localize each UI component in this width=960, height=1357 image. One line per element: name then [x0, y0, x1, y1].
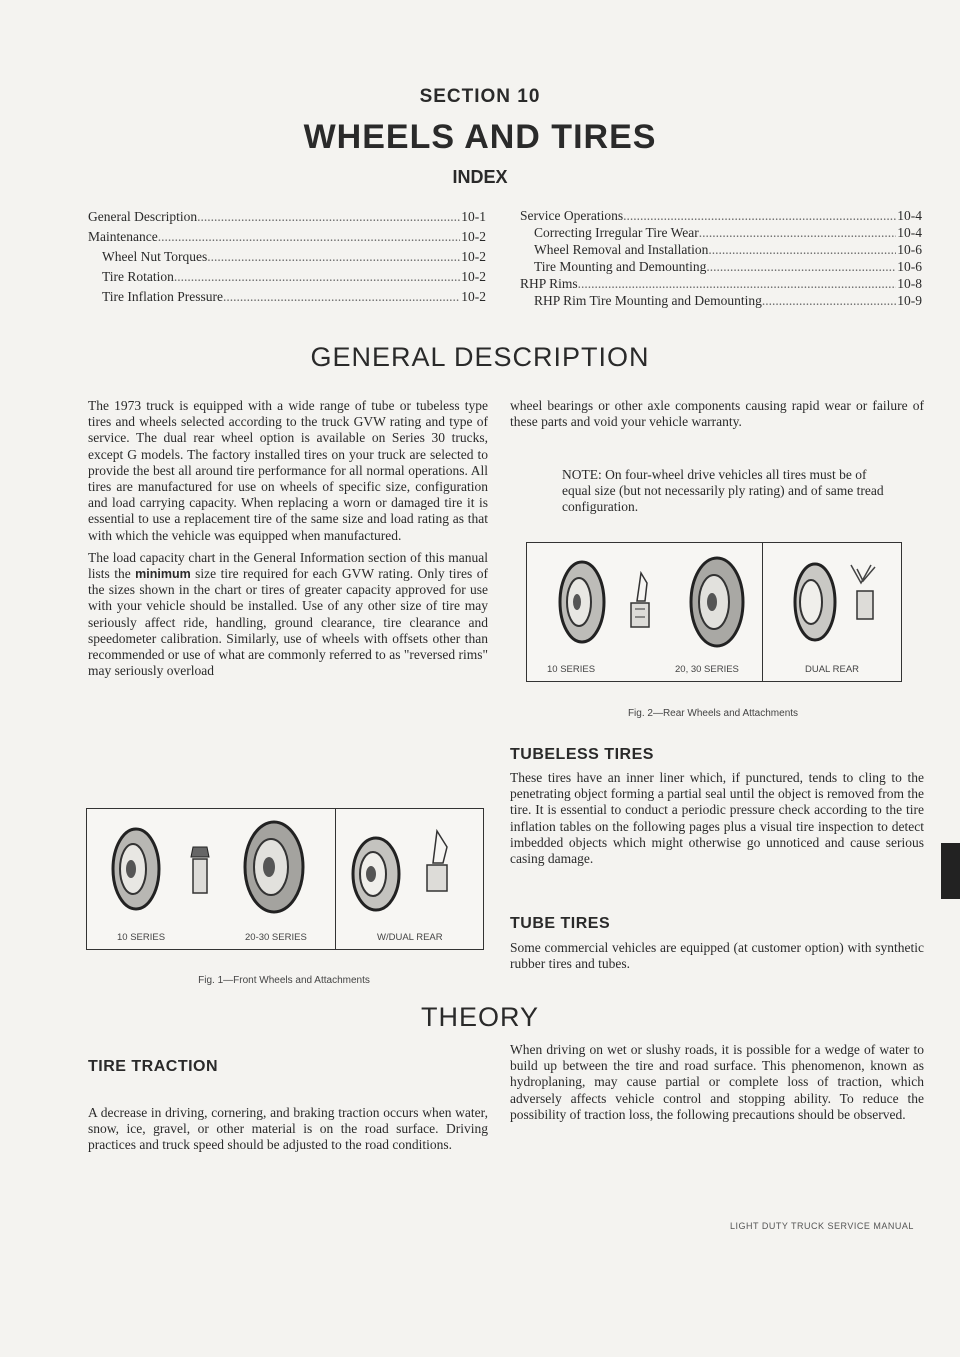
tire-traction-text: A decrease in driving, cornering, and braking traction occurs when water, snow, ice, gravel, or other material is on the road surface. Driving practices and truck speed should be adjusted to the road conditions. [88, 1105, 488, 1153]
fig1-label-10: 10 SERIES [117, 932, 166, 943]
index-heading: INDEX [452, 167, 508, 187]
toc-item[interactable]: Wheel Removal and Installation ..... 10-6 [520, 241, 922, 258]
theory-heading: THEORY [420, 1002, 540, 1032]
lug-nut-icon [625, 571, 655, 637]
general-right-text [510, 398, 924, 436]
page-title: WHEELS AND TIRES [303, 118, 657, 156]
figure-rear-wheels [526, 542, 902, 682]
hydroplaning-text: When driving on wet or slushy roads, it is possible for a wedge of water to build up between the tire and road surface. This phenomenon, known as hydroplaning, may cause partial or complete loss of traction, which adversely affects vehicle control and stopping ability. To reduce the possibility of traction loss, the following precautions should be observed. [510, 1042, 924, 1122]
paragraph: The load capacity chart in the General Information section of this manual lists the minimum size tire required for each GVW rating. Only tires of the sizes shown in the chart or tires of greater capacity approved for use with your vehicle should be installed. Use of any other size of tire may seriously affect ride, handling, ground clearance, tire clearance and speedometer calibration. Similarly, use of wheels with offsets other than recommended or use of what are commonly referred to as "reversed rims" may seriously overload [88, 549, 488, 679]
tube-heading: TUBE TIRES [510, 915, 611, 932]
toc-left [88, 207, 486, 307]
paragraph: The 1973 truck is equipped with a wide range of tube or tubeless type tires and wheels selected according to the truck GVW rating and type of service. The dual rear wheel option is available on Series 30 trucks, except G models. The factory installed tires on your truck are selected to provide the best all around tire performance for all normal operations. All tires are manufactured for use on wheels of specific size, configuration and load carrying capacity. When replacing a worn or damaged tire it is essential to use a replacement tire of the same size and load rating as that with which the vehicle was equipped when manufactured. [88, 398, 488, 543]
front-wheel-20-30-series-icon [241, 817, 307, 917]
figure-front-wheels [86, 808, 484, 950]
toc-item[interactable]: Maintenance ..... 10-2 [88, 227, 486, 247]
tube-text: Some commercial vehicles are equipped (at customer option) with synthetic rubber tires and tubes. [510, 940, 924, 972]
general-left-text [88, 398, 488, 685]
section-number: SECTION 10 [419, 86, 541, 107]
fig2-label-dual: DUAL REAR [805, 664, 860, 675]
front-wheel-10-series-icon [109, 823, 163, 915]
footer-label: LIGHT DUTY TRUCK SERVICE MANUAL [730, 1221, 914, 1231]
toc-item[interactable]: RHP Rim Tire Mounting and Demounting ..... 10-9 [520, 292, 922, 309]
front-lug-nut-icon [185, 843, 215, 903]
general-description-heading: GENERAL DESCRIPTION [310, 342, 650, 372]
paragraph: wheel bearings or other axle components causing rapid wear or failure of these parts and void your vehicle warranty. [510, 398, 924, 430]
fig1-label-dual: W/DUAL REAR [377, 932, 443, 943]
wheel-10-series-icon [557, 557, 607, 647]
toc-item[interactable]: Wheel Nut Torques ..... 10-2 [88, 247, 486, 267]
toc-item[interactable]: General Description ..... 10-1 [88, 207, 486, 227]
toc-item[interactable]: Tire Inflation Pressure ..... 10-2 [88, 287, 486, 307]
fig2-label-10: 10 SERIES [547, 664, 596, 675]
front-wheel-dual-rear-icon [349, 831, 403, 917]
dual-attachment-icon [845, 561, 885, 641]
toc-item[interactable]: Tire Mounting and Demounting ..... 10-6 [520, 258, 922, 275]
wheel-20-30-series-icon [687, 553, 747, 651]
front-dual-attachment-icon [417, 829, 457, 909]
note-text: NOTE: On four-wheel drive vehicles all tires must be of equal size (but not necessarily ply rating) and of same tread configuration. [562, 467, 884, 515]
toc-item[interactable]: Tire Rotation ..... 10-2 [88, 267, 486, 287]
tubeless-text: These tires have an inner liner which, if punctured, tends to cling to the penetrating object forming a partial seal until the object is removed from the tire. It is essential to conduct a periodic pressure check according to the tire inflation tables on the following pages plus a visual tire inspection to detect imbedded objects which might otherwise go unnoticed and cause serious casing damage. [510, 770, 924, 867]
wheel-dual-rear-icon [789, 557, 839, 647]
toc-right [520, 207, 922, 309]
fig1-caption: Fig. 1—Front Wheels and Attachments [198, 975, 370, 986]
fig2-label-20-30: 20, 30 SERIES [675, 664, 739, 675]
tire-traction-heading: TIRE TRACTION [88, 1058, 219, 1075]
tubeless-heading: TUBELESS TIRES [510, 746, 654, 763]
fig2-caption: Fig. 2—Rear Wheels and Attachments [627, 708, 799, 719]
toc-item[interactable]: Service Operations ..... 10-4 [520, 207, 922, 224]
fig1-label-20-30: 20-30 SERIES [245, 932, 307, 943]
toc-item[interactable]: RHP Rims ..... 10-8 [520, 275, 922, 292]
toc-item[interactable]: Correcting Irregular Tire Wear ..... 10-4 [520, 224, 922, 241]
section-tab-marker [941, 843, 960, 899]
